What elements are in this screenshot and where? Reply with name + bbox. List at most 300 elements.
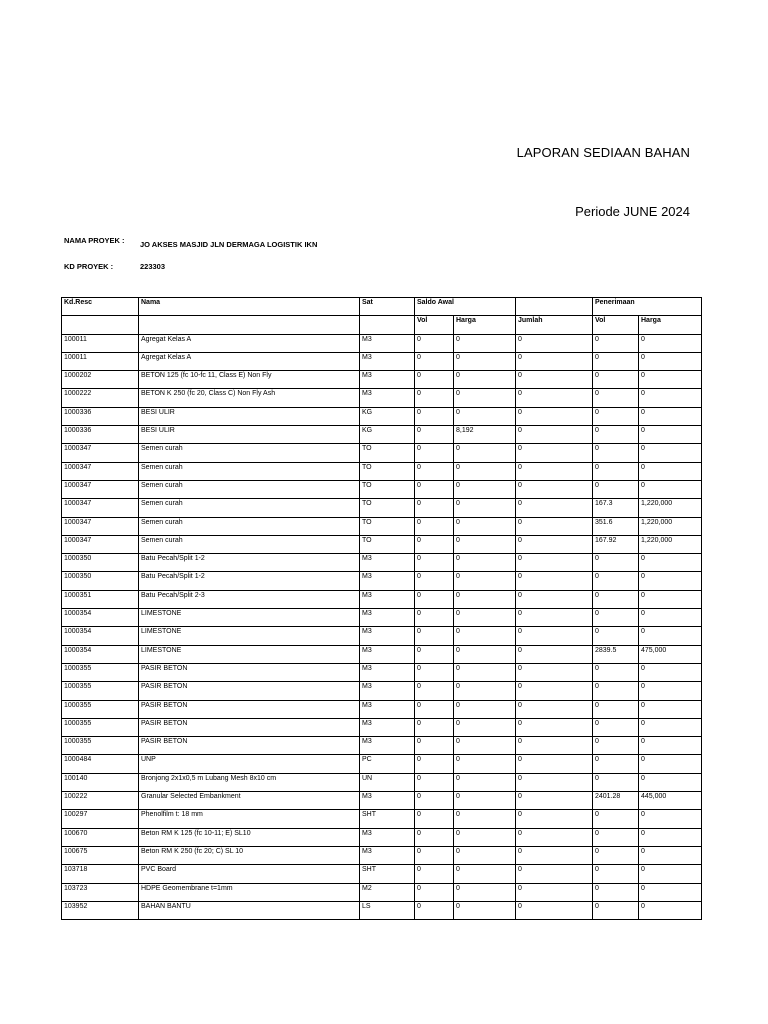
cell-saldo-vol: 0 <box>415 846 454 864</box>
cell-saldo-vol: 0 <box>415 371 454 389</box>
cell-nama: UNP <box>139 755 360 773</box>
cell-saldo-harga: 0 <box>454 334 516 352</box>
cell-penerimaan-vol: 0 <box>593 828 639 846</box>
table-row <box>62 700 702 718</box>
cell-nama: Semen curah <box>139 517 360 535</box>
cell-saldo-harga: 0 <box>454 828 516 846</box>
cell-saldo-vol: 0 <box>415 462 454 480</box>
cell-kd-resc: 1000347 <box>62 535 139 553</box>
cell-penerimaan-vol: 0 <box>593 700 639 718</box>
cell-saldo-harga: 0 <box>454 371 516 389</box>
cell-saldo-vol: 0 <box>415 737 454 755</box>
cell-saldo-vol: 0 <box>415 535 454 553</box>
report-title: LAPORAN SEDIAAN BAHAN <box>516 145 690 160</box>
cell-saldo-vol: 0 <box>415 554 454 572</box>
cell-kd-resc: 1000355 <box>62 700 139 718</box>
table-row <box>62 352 702 370</box>
cell-saldo-harga: 0 <box>454 352 516 370</box>
cell-penerimaan-vol: 2401.28 <box>593 792 639 810</box>
cell-saldo-vol: 0 <box>415 773 454 791</box>
cell-nama: Beton RM K 250 (fc 20; C) SL 10 <box>139 846 360 864</box>
cell-saldo-harga: 0 <box>454 792 516 810</box>
cell-saldo-vol: 0 <box>415 792 454 810</box>
cell-penerimaan-vol: 167.92 <box>593 535 639 553</box>
cell-saldo-harga: 0 <box>454 627 516 645</box>
cell-penerimaan-vol: 0 <box>593 627 639 645</box>
cell-sat: LS <box>360 901 415 919</box>
cell-saldo-vol: 0 <box>415 883 454 901</box>
cell-penerimaan-vol: 0 <box>593 883 639 901</box>
cell-penerimaan-vol: 0 <box>593 480 639 498</box>
cell-penerimaan-vol: 351.6 <box>593 517 639 535</box>
cell-nama: Agregat Kelas A <box>139 334 360 352</box>
table-row <box>62 828 702 846</box>
table-row <box>62 645 702 663</box>
cell-sat: M3 <box>360 682 415 700</box>
cell-penerimaan-vol: 0 <box>593 901 639 919</box>
header-empty <box>516 298 593 316</box>
cell-nama: Semen curah <box>139 499 360 517</box>
cell-penerimaan-vol: 0 <box>593 755 639 773</box>
cell-nama: Batu Pecah/Split 2-3 <box>139 590 360 608</box>
cell-saldo-vol: 0 <box>415 865 454 883</box>
cell-sat: M2 <box>360 883 415 901</box>
cell-penerimaan-vol: 0 <box>593 426 639 444</box>
cell-kd-resc: 1000336 <box>62 407 139 425</box>
cell-penerimaan-vol: 0 <box>593 389 639 407</box>
cell-nama: PASIR BETON <box>139 682 360 700</box>
cell-penerimaan-vol: 0 <box>593 846 639 864</box>
cell-sat: TO <box>360 517 415 535</box>
cell-sat: M3 <box>360 334 415 352</box>
cell-jumlah: 0 <box>516 499 593 517</box>
header-row-2 <box>62 316 702 334</box>
cell-nama: BAHAN BANTU <box>139 901 360 919</box>
table-row <box>62 846 702 864</box>
cell-nama: Beton RM K 125 (fc 10-11; E) SL10 <box>139 828 360 846</box>
cell-sat: TO <box>360 499 415 517</box>
header-penerimaan-harga: Harga <box>639 316 702 334</box>
cell-jumlah: 0 <box>516 371 593 389</box>
cell-jumlah: 0 <box>516 883 593 901</box>
cell-penerimaan-harga: 0 <box>639 389 702 407</box>
cell-nama: PASIR BETON <box>139 718 360 736</box>
cell-penerimaan-vol: 0 <box>593 663 639 681</box>
cell-sat: PC <box>360 755 415 773</box>
cell-saldo-harga: 0 <box>454 572 516 590</box>
cell-jumlah: 0 <box>516 627 593 645</box>
cell-saldo-vol: 0 <box>415 609 454 627</box>
cell-penerimaan-harga: 0 <box>639 627 702 645</box>
cell-kd-resc: 1000347 <box>62 499 139 517</box>
cell-kd-resc: 1000350 <box>62 572 139 590</box>
cell-sat: M3 <box>360 389 415 407</box>
cell-penerimaan-vol: 0 <box>593 773 639 791</box>
project-name-value: JO AKSES MASJID JLN DERMAGA LOGISTIK IKN <box>140 240 318 249</box>
cell-saldo-harga: 0 <box>454 554 516 572</box>
header-penerimaan: Penerimaan <box>593 298 639 316</box>
table-row <box>62 755 702 773</box>
cell-sat: M3 <box>360 792 415 810</box>
cell-kd-resc: 1000202 <box>62 371 139 389</box>
cell-saldo-vol: 0 <box>415 444 454 462</box>
cell-saldo-harga: 0 <box>454 535 516 553</box>
project-code-label: KD PROYEK : <box>64 262 114 271</box>
cell-penerimaan-harga: 0 <box>639 352 702 370</box>
cell-nama: Semen curah <box>139 480 360 498</box>
header-saldo-vol: Vol <box>415 316 454 334</box>
cell-penerimaan-harga: 0 <box>639 737 702 755</box>
cell-nama: Semen curah <box>139 535 360 553</box>
cell-sat: UN <box>360 773 415 791</box>
cell-jumlah: 0 <box>516 846 593 864</box>
cell-kd-resc: 1000347 <box>62 480 139 498</box>
table-row <box>62 718 702 736</box>
cell-nama: Agregat Kelas A <box>139 352 360 370</box>
cell-saldo-vol: 0 <box>415 718 454 736</box>
cell-nama: BETON K 250 (fc 20, Class C) Non Fly Ash <box>139 389 360 407</box>
cell-penerimaan-vol: 0 <box>593 718 639 736</box>
cell-saldo-harga: 0 <box>454 663 516 681</box>
cell-penerimaan-vol: 0 <box>593 444 639 462</box>
cell-nama: Batu Pecah/Split 1-2 <box>139 572 360 590</box>
cell-penerimaan-vol: 0 <box>593 554 639 572</box>
header-penerimaan-span <box>639 298 702 316</box>
cell-jumlah: 0 <box>516 682 593 700</box>
cell-sat: M3 <box>360 718 415 736</box>
header-saldo-harga: Harga <box>454 316 516 334</box>
cell-kd-resc: 1000347 <box>62 444 139 462</box>
cell-saldo-vol: 0 <box>415 426 454 444</box>
cell-penerimaan-harga: 0 <box>639 444 702 462</box>
cell-kd-resc: 1000355 <box>62 663 139 681</box>
cell-jumlah: 0 <box>516 334 593 352</box>
cell-saldo-harga: 0 <box>454 883 516 901</box>
cell-kd-resc: 1000347 <box>62 462 139 480</box>
cell-jumlah: 0 <box>516 792 593 810</box>
table-row <box>62 609 702 627</box>
cell-jumlah: 0 <box>516 810 593 828</box>
cell-saldo-vol: 0 <box>415 700 454 718</box>
cell-kd-resc: 1000222 <box>62 389 139 407</box>
cell-saldo-vol: 0 <box>415 645 454 663</box>
header-jumlah: Jumlah <box>516 316 593 334</box>
table-row <box>62 334 702 352</box>
cell-saldo-harga: 0 <box>454 865 516 883</box>
cell-saldo-vol: 0 <box>415 901 454 919</box>
table-row <box>62 883 702 901</box>
cell-kd-resc: 1000347 <box>62 517 139 535</box>
table-row <box>62 462 702 480</box>
cell-jumlah: 0 <box>516 352 593 370</box>
cell-penerimaan-vol: 0 <box>593 462 639 480</box>
cell-kd-resc: 100011 <box>62 352 139 370</box>
cell-saldo-vol: 0 <box>415 755 454 773</box>
cell-kd-resc: 100675 <box>62 846 139 864</box>
cell-sat: M3 <box>360 609 415 627</box>
cell-nama: Semen curah <box>139 444 360 462</box>
header-nama: Nama <box>139 298 360 316</box>
cell-jumlah: 0 <box>516 901 593 919</box>
cell-penerimaan-harga: 0 <box>639 773 702 791</box>
cell-nama: LIMESTONE <box>139 645 360 663</box>
cell-saldo-vol: 0 <box>415 590 454 608</box>
cell-penerimaan-vol: 0 <box>593 334 639 352</box>
cell-penerimaan-harga: 0 <box>639 554 702 572</box>
cell-penerimaan-vol: 0 <box>593 407 639 425</box>
table-row <box>62 810 702 828</box>
cell-sat: KG <box>360 426 415 444</box>
cell-saldo-harga: 0 <box>454 755 516 773</box>
cell-penerimaan-vol: 2839.5 <box>593 645 639 663</box>
cell-nama: Granular Selected Embankment <box>139 792 360 810</box>
cell-jumlah: 0 <box>516 462 593 480</box>
cell-saldo-vol: 0 <box>415 828 454 846</box>
cell-saldo-harga: 0 <box>454 462 516 480</box>
table-row <box>62 535 702 553</box>
cell-kd-resc: 1000355 <box>62 718 139 736</box>
cell-penerimaan-harga: 1,220,000 <box>639 499 702 517</box>
cell-penerimaan-harga: 475,000 <box>639 645 702 663</box>
cell-penerimaan-harga: 0 <box>639 407 702 425</box>
cell-penerimaan-harga: 0 <box>639 810 702 828</box>
cell-saldo-harga: 0 <box>454 846 516 864</box>
cell-jumlah: 0 <box>516 700 593 718</box>
cell-saldo-harga: 0 <box>454 645 516 663</box>
cell-kd-resc: 1000355 <box>62 682 139 700</box>
cell-sat: M3 <box>360 737 415 755</box>
cell-sat: M3 <box>360 572 415 590</box>
cell-nama: Semen curah <box>139 462 360 480</box>
table-row <box>62 792 702 810</box>
cell-jumlah: 0 <box>516 609 593 627</box>
inventory-table <box>61 297 702 920</box>
cell-saldo-vol: 0 <box>415 407 454 425</box>
cell-penerimaan-vol: 0 <box>593 737 639 755</box>
cell-penerimaan-harga: 0 <box>639 718 702 736</box>
cell-sat: SHT <box>360 810 415 828</box>
cell-penerimaan-harga: 0 <box>639 846 702 864</box>
table-row <box>62 901 702 919</box>
cell-kd-resc: 1000484 <box>62 755 139 773</box>
cell-sat: TO <box>360 535 415 553</box>
cell-kd-resc: 1000336 <box>62 426 139 444</box>
cell-saldo-vol: 0 <box>415 334 454 352</box>
table-row <box>62 737 702 755</box>
cell-saldo-harga: 0 <box>454 810 516 828</box>
table-row <box>62 554 702 572</box>
cell-saldo-harga: 0 <box>454 444 516 462</box>
cell-kd-resc: 1000354 <box>62 645 139 663</box>
cell-saldo-vol: 0 <box>415 627 454 645</box>
cell-kd-resc: 1000350 <box>62 554 139 572</box>
header-saldo-awal-span <box>454 298 516 316</box>
cell-nama: PASIR BETON <box>139 737 360 755</box>
cell-nama: Batu Pecah/Split 1-2 <box>139 554 360 572</box>
header-blank-kd <box>62 316 139 334</box>
cell-nama: PASIR BETON <box>139 663 360 681</box>
cell-jumlah: 0 <box>516 645 593 663</box>
cell-sat: SHT <box>360 865 415 883</box>
cell-penerimaan-harga: 1,220,000 <box>639 535 702 553</box>
cell-penerimaan-harga: 0 <box>639 572 702 590</box>
cell-jumlah: 0 <box>516 590 593 608</box>
cell-jumlah: 0 <box>516 426 593 444</box>
cell-jumlah: 0 <box>516 554 593 572</box>
cell-kd-resc: 100670 <box>62 828 139 846</box>
cell-kd-resc: 103723 <box>62 883 139 901</box>
cell-nama: BETON 125 (fc 10-fc 11, Class E) Non Fly <box>139 371 360 389</box>
table-row <box>62 517 702 535</box>
table-body <box>62 334 702 920</box>
cell-sat: TO <box>360 444 415 462</box>
table-row <box>62 773 702 791</box>
header-penerimaan-vol: Vol <box>593 316 639 334</box>
cell-nama: HDPE Geomembrane t=1mm <box>139 883 360 901</box>
cell-jumlah: 0 <box>516 865 593 883</box>
cell-jumlah: 0 <box>516 480 593 498</box>
cell-sat: TO <box>360 462 415 480</box>
cell-saldo-harga: 0 <box>454 718 516 736</box>
cell-penerimaan-vol: 0 <box>593 572 639 590</box>
cell-nama: Phenolfilm t: 18 mm <box>139 810 360 828</box>
cell-jumlah: 0 <box>516 389 593 407</box>
cell-sat: M3 <box>360 590 415 608</box>
cell-sat: M3 <box>360 371 415 389</box>
cell-penerimaan-harga: 445,000 <box>639 792 702 810</box>
cell-saldo-vol: 0 <box>415 682 454 700</box>
cell-kd-resc: 100140 <box>62 773 139 791</box>
cell-penerimaan-harga: 0 <box>639 865 702 883</box>
cell-penerimaan-vol: 0 <box>593 865 639 883</box>
cell-saldo-harga: 8,192 <box>454 426 516 444</box>
table-row <box>62 499 702 517</box>
cell-penerimaan-harga: 0 <box>639 480 702 498</box>
cell-sat: KG <box>360 407 415 425</box>
cell-saldo-harga: 0 <box>454 407 516 425</box>
cell-sat: M3 <box>360 663 415 681</box>
cell-sat: M3 <box>360 828 415 846</box>
cell-nama: LIMESTONE <box>139 627 360 645</box>
cell-nama: BESI ULIR <box>139 407 360 425</box>
cell-saldo-harga: 0 <box>454 590 516 608</box>
cell-penerimaan-harga: 0 <box>639 334 702 352</box>
header-kd-resc: Kd.Resc <box>62 298 139 316</box>
cell-sat: M3 <box>360 645 415 663</box>
cell-penerimaan-vol: 0 <box>593 810 639 828</box>
header-blank-sat <box>360 316 415 334</box>
cell-jumlah: 0 <box>516 407 593 425</box>
cell-penerimaan-harga: 0 <box>639 371 702 389</box>
cell-penerimaan-harga: 0 <box>639 700 702 718</box>
cell-sat: M3 <box>360 554 415 572</box>
cell-kd-resc: 100011 <box>62 334 139 352</box>
cell-penerimaan-harga: 0 <box>639 426 702 444</box>
table-row <box>62 407 702 425</box>
cell-nama: LIMESTONE <box>139 609 360 627</box>
cell-saldo-harga: 0 <box>454 480 516 498</box>
cell-saldo-vol: 0 <box>415 499 454 517</box>
cell-kd-resc: 1000355 <box>62 737 139 755</box>
cell-penerimaan-vol: 0 <box>593 371 639 389</box>
cell-saldo-harga: 0 <box>454 682 516 700</box>
cell-saldo-harga: 0 <box>454 700 516 718</box>
header-sat: Sat <box>360 298 415 316</box>
cell-saldo-harga: 0 <box>454 773 516 791</box>
cell-penerimaan-harga: 0 <box>639 462 702 480</box>
table-row <box>62 572 702 590</box>
cell-sat: M3 <box>360 627 415 645</box>
table-row <box>62 663 702 681</box>
cell-saldo-harga: 0 <box>454 609 516 627</box>
cell-saldo-harga: 0 <box>454 901 516 919</box>
table-row <box>62 426 702 444</box>
cell-saldo-harga: 0 <box>454 389 516 407</box>
cell-penerimaan-harga: 0 <box>639 755 702 773</box>
cell-jumlah: 0 <box>516 755 593 773</box>
cell-kd-resc: 1000354 <box>62 627 139 645</box>
cell-kd-resc: 1000354 <box>62 609 139 627</box>
cell-nama: PVC Board <box>139 865 360 883</box>
project-code-value: 223303 <box>140 262 166 271</box>
cell-penerimaan-harga: 0 <box>639 682 702 700</box>
cell-kd-resc: 103718 <box>62 865 139 883</box>
cell-kd-resc: 100297 <box>62 810 139 828</box>
cell-penerimaan-vol: 0 <box>593 682 639 700</box>
cell-saldo-vol: 0 <box>415 572 454 590</box>
cell-jumlah: 0 <box>516 663 593 681</box>
cell-sat: M3 <box>360 700 415 718</box>
cell-saldo-vol: 0 <box>415 517 454 535</box>
cell-penerimaan-harga: 0 <box>639 663 702 681</box>
cell-nama: PASIR BETON <box>139 700 360 718</box>
cell-penerimaan-harga: 0 <box>639 590 702 608</box>
cell-saldo-vol: 0 <box>415 480 454 498</box>
cell-penerimaan-vol: 0 <box>593 609 639 627</box>
cell-jumlah: 0 <box>516 737 593 755</box>
cell-kd-resc: 1000351 <box>62 590 139 608</box>
cell-jumlah: 0 <box>516 773 593 791</box>
cell-penerimaan-harga: 0 <box>639 901 702 919</box>
project-name-label: NAMA PROYEK : <box>64 236 125 245</box>
header-blank-nama <box>139 316 360 334</box>
cell-penerimaan-harga: 0 <box>639 883 702 901</box>
cell-nama: BESI ULIR <box>139 426 360 444</box>
table-row <box>62 682 702 700</box>
cell-nama: Bronjong 2x1x0,5 m Lubang Mesh 8x10 cm <box>139 773 360 791</box>
cell-jumlah: 0 <box>516 535 593 553</box>
cell-penerimaan-harga: 1,220,000 <box>639 517 702 535</box>
header-row-1 <box>62 298 702 316</box>
cell-penerimaan-vol: 167.3 <box>593 499 639 517</box>
cell-penerimaan-vol: 0 <box>593 352 639 370</box>
table-row <box>62 627 702 645</box>
cell-sat: M3 <box>360 352 415 370</box>
cell-saldo-vol: 0 <box>415 389 454 407</box>
cell-jumlah: 0 <box>516 517 593 535</box>
table-row <box>62 590 702 608</box>
cell-sat: TO <box>360 480 415 498</box>
cell-penerimaan-harga: 0 <box>639 609 702 627</box>
cell-saldo-vol: 0 <box>415 352 454 370</box>
table-row <box>62 371 702 389</box>
cell-saldo-vol: 0 <box>415 810 454 828</box>
table-row <box>62 865 702 883</box>
table-row <box>62 480 702 498</box>
cell-penerimaan-vol: 0 <box>593 590 639 608</box>
table-row <box>62 389 702 407</box>
cell-jumlah: 0 <box>516 828 593 846</box>
